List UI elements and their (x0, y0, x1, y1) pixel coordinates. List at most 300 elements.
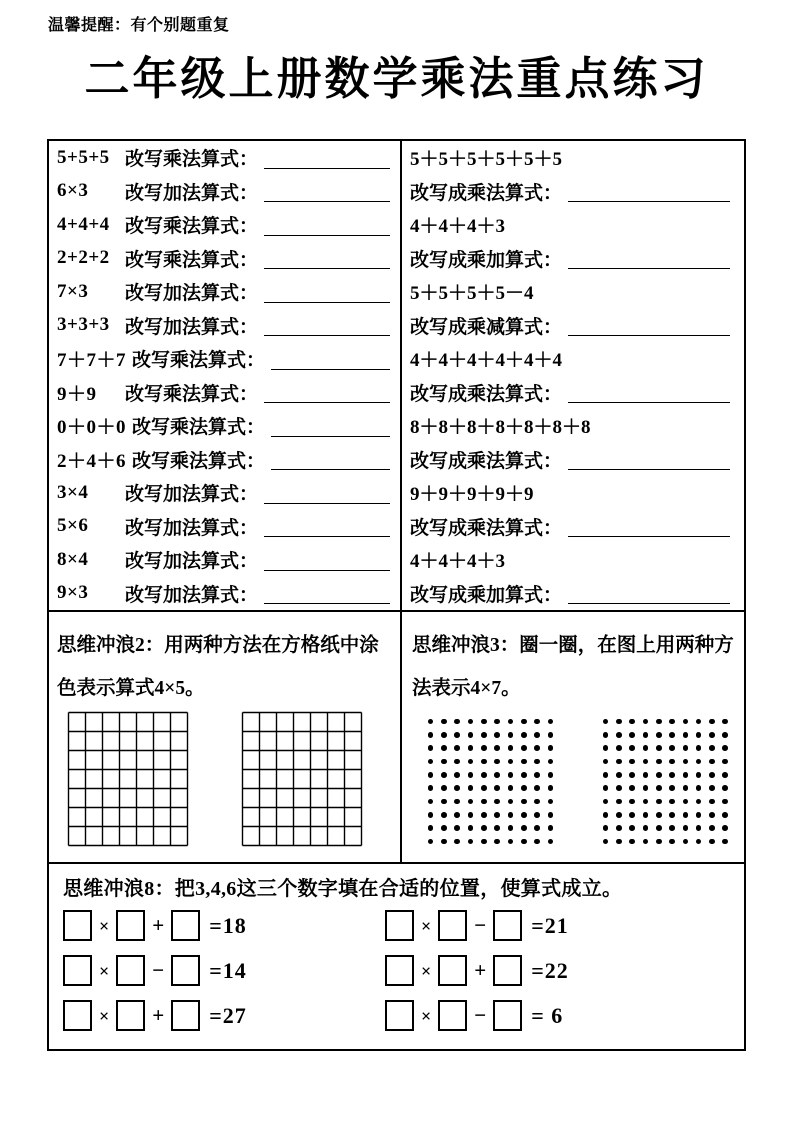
operator-symbol: − (474, 913, 487, 937)
answer-blank[interactable] (568, 448, 730, 470)
dot (669, 799, 675, 805)
exercise-row (410, 208, 734, 242)
dot (616, 772, 622, 778)
instruction-text: 改写加法算式： (125, 283, 259, 305)
dot (683, 785, 689, 791)
dot (643, 745, 649, 751)
thinking2-text-line2: 色表示算式4×5。 (57, 677, 205, 699)
instruction-text: 改写乘法算式： (125, 383, 259, 405)
dot (656, 719, 662, 725)
dot (656, 799, 662, 805)
equation-result: =14 (209, 957, 247, 983)
answer-box[interactable] (116, 1000, 145, 1031)
dot (534, 732, 540, 738)
dot (508, 825, 514, 831)
instruction-text: 改写乘法算式： (125, 216, 259, 238)
dot (454, 799, 460, 805)
dot (468, 732, 474, 738)
dot (709, 799, 715, 805)
multiply-symbol: × (421, 915, 432, 936)
answer-box[interactable] (63, 1000, 92, 1031)
thinking3-text-line2: 法表示4×7。 (412, 677, 521, 699)
expression-text: 6×3 (57, 180, 89, 202)
equation-result: = 6 (531, 1002, 564, 1028)
dot (441, 785, 447, 791)
instruction-text: 改写成乘法算式： (410, 383, 563, 405)
expression-text: 5+5+5 (57, 146, 110, 168)
dot (468, 745, 474, 751)
answer-blank[interactable] (271, 415, 390, 437)
page-title: 二年级上册数学乘法重点练习 (84, 54, 709, 104)
dot (616, 785, 622, 791)
multiply-symbol: × (421, 1005, 432, 1026)
dot (481, 745, 487, 751)
puzzle-equation (63, 955, 385, 986)
expression-text: 2＋4＋6 (57, 450, 127, 472)
dot (669, 759, 675, 765)
puzzle-equation (385, 1000, 734, 1031)
answer-blank[interactable] (264, 314, 390, 336)
dot (548, 732, 554, 738)
instruction-text: 改写成乘法算式： (410, 517, 563, 539)
exercise-row (57, 342, 394, 376)
thinking2-text-line1: 思维冲浪2：用两种方法在方格纸中涂 (57, 634, 379, 656)
dot (548, 772, 554, 778)
dot (643, 839, 649, 845)
dot (521, 785, 527, 791)
dot (722, 719, 728, 725)
answer-box[interactable] (385, 1000, 414, 1031)
dot (603, 812, 609, 818)
answer-box[interactable] (171, 1000, 200, 1031)
dot (441, 812, 447, 818)
dot (428, 812, 434, 818)
puzzle-section (49, 864, 744, 1049)
dot (616, 799, 622, 805)
answer-box[interactable] (63, 955, 92, 986)
exercise-row (410, 476, 734, 510)
dot (481, 772, 487, 778)
answer-box[interactable] (385, 910, 414, 941)
exercise-row (410, 309, 734, 343)
answer-blank[interactable] (568, 582, 730, 604)
exercise-row (410, 510, 734, 544)
dot (521, 825, 527, 831)
worksheet-table (47, 139, 746, 1051)
equation-result: =21 (531, 912, 569, 938)
equation-result: =18 (209, 912, 247, 938)
dot (428, 759, 434, 765)
dot (534, 759, 540, 765)
dot (629, 759, 635, 765)
puzzle-equation (63, 1000, 385, 1031)
puzzle-equation (385, 955, 734, 986)
instruction-text: 改写乘法算式： (125, 249, 259, 271)
dot (494, 839, 500, 845)
instruction-text: 改写加法算式： (125, 517, 259, 539)
equation-result: =27 (209, 1002, 247, 1028)
dot (722, 785, 728, 791)
dot (521, 812, 527, 818)
dot (722, 732, 728, 738)
puzzle-heading: 思维冲浪8：把3,4,6这三个数字填在合适的位置，使算式成立。 (63, 878, 623, 900)
dot (494, 785, 500, 791)
dot (494, 732, 500, 738)
dot (481, 812, 487, 818)
dot (629, 839, 635, 845)
dot (428, 785, 434, 791)
exercise-row (410, 242, 734, 276)
dot (629, 719, 635, 725)
dot (616, 719, 622, 725)
dot (683, 839, 689, 845)
dot (669, 785, 675, 791)
dot (696, 772, 702, 778)
dot (534, 812, 540, 818)
dot (696, 719, 702, 725)
dot (534, 839, 540, 845)
dot (454, 732, 460, 738)
dot (643, 812, 649, 818)
answer-blank[interactable] (264, 549, 390, 571)
dot (521, 732, 527, 738)
dot (521, 745, 527, 751)
instruction-text: 4＋4＋4＋3 (410, 551, 506, 573)
answer-blank[interactable] (264, 482, 390, 504)
dot (508, 772, 514, 778)
exercise-section (49, 141, 744, 612)
dot (629, 732, 635, 738)
dot (643, 759, 649, 765)
answer-box[interactable] (438, 910, 467, 941)
grid-lines (241, 711, 363, 847)
dot (643, 785, 649, 791)
dot (454, 812, 460, 818)
dot (683, 719, 689, 725)
dot (616, 839, 622, 845)
dot (494, 799, 500, 805)
dot (722, 825, 728, 831)
answer-box[interactable] (171, 910, 200, 941)
exercise-row (57, 409, 394, 443)
dot (521, 799, 527, 805)
dot (709, 745, 715, 751)
exercise-row (57, 175, 394, 209)
dot (521, 719, 527, 725)
expression-text: 5×6 (57, 515, 89, 537)
expression-text: 3+3+3 (57, 314, 110, 336)
exercise-row (57, 510, 394, 544)
exercise-row (57, 443, 394, 477)
dot (468, 812, 474, 818)
equation-result: =22 (531, 957, 569, 983)
dot (683, 732, 689, 738)
answer-box[interactable] (438, 1000, 467, 1031)
answer-blank[interactable] (264, 281, 390, 303)
dot (494, 745, 500, 751)
dot (603, 759, 609, 765)
dot (722, 812, 728, 818)
instruction-text: 改写加法算式： (125, 316, 259, 338)
expression-text: 9＋9 (57, 383, 97, 405)
dot (696, 785, 702, 791)
exercise-row (57, 543, 394, 577)
dot (534, 772, 540, 778)
dot (548, 799, 554, 805)
answer-blank[interactable] (264, 515, 390, 537)
dot (709, 719, 715, 725)
answer-blank[interactable] (264, 381, 390, 403)
answer-box[interactable] (385, 955, 414, 986)
instruction-text: 5＋5＋5＋5＋5＋5 (410, 149, 563, 171)
dot (548, 839, 554, 845)
dot (534, 785, 540, 791)
dot (468, 772, 474, 778)
dot (521, 759, 527, 765)
dot (548, 785, 554, 791)
dot-grid[interactable] (599, 715, 732, 848)
dot (441, 839, 447, 845)
puzzle-column-right (385, 910, 734, 1031)
puzzle-columns (63, 910, 734, 1031)
dot (709, 785, 715, 791)
dot (481, 759, 487, 765)
dot (603, 799, 609, 805)
dot (494, 719, 500, 725)
dot-grid[interactable] (424, 715, 557, 848)
answer-blank[interactable] (264, 180, 390, 202)
dot (481, 719, 487, 725)
exercise-row (410, 175, 734, 209)
dot (656, 745, 662, 751)
dot (454, 785, 460, 791)
dot (629, 745, 635, 751)
dot (722, 759, 728, 765)
thinking2-panel (49, 612, 402, 862)
instruction-text: 4＋4＋4＋3 (410, 216, 506, 238)
dot (629, 799, 635, 805)
dot (669, 745, 675, 751)
dot (454, 825, 460, 831)
dot (643, 732, 649, 738)
exercise-row (57, 376, 394, 410)
dot (696, 799, 702, 805)
dot (468, 719, 474, 725)
expression-text: 7×3 (57, 280, 89, 302)
exercise-row (57, 141, 394, 175)
exercise-row (410, 577, 734, 611)
dot (548, 759, 554, 765)
answer-blank[interactable] (264, 247, 390, 269)
exercise-column-right (402, 141, 744, 610)
dot (696, 839, 702, 845)
dot (481, 732, 487, 738)
answer-blank[interactable] (264, 214, 390, 236)
dot (508, 839, 514, 845)
dot (616, 825, 622, 831)
answer-blank[interactable] (568, 515, 730, 537)
expression-text: 4+4+4 (57, 213, 110, 235)
dot (669, 825, 675, 831)
dot (629, 772, 635, 778)
exercise-row (410, 342, 734, 376)
dot (441, 745, 447, 751)
dot (603, 825, 609, 831)
answer-box[interactable] (116, 910, 145, 941)
operator-symbol: + (152, 1003, 165, 1027)
dot (683, 825, 689, 831)
expression-text: 3×4 (57, 481, 89, 503)
dot (508, 759, 514, 765)
dot (454, 759, 460, 765)
dot (656, 732, 662, 738)
dot (616, 732, 622, 738)
dot (508, 785, 514, 791)
answer-box[interactable] (116, 955, 145, 986)
exercise-row (410, 409, 734, 443)
dot (709, 839, 715, 845)
dot (603, 732, 609, 738)
instruction-text: 改写成乘法算式： (410, 182, 563, 204)
instruction-text: 改写成乘减算式： (410, 316, 563, 338)
dot (722, 839, 728, 845)
answer-box[interactable] (438, 955, 467, 986)
dot (494, 812, 500, 818)
dot (709, 772, 715, 778)
multiply-symbol: × (99, 1005, 110, 1026)
exercise-row (410, 141, 734, 175)
operator-symbol: − (474, 1003, 487, 1027)
dot (441, 799, 447, 805)
dot (709, 732, 715, 738)
dot (481, 785, 487, 791)
answer-box[interactable] (171, 955, 200, 986)
dot (696, 759, 702, 765)
dot (521, 839, 527, 845)
dot (468, 825, 474, 831)
instruction-text: 8＋8＋8＋8＋8＋8＋8 (410, 417, 591, 439)
dot (616, 812, 622, 818)
dot (629, 785, 635, 791)
answer-box[interactable] (493, 910, 522, 941)
answer-box[interactable] (63, 910, 92, 941)
dot (696, 745, 702, 751)
answer-blank[interactable] (568, 180, 730, 202)
instruction-text: 9＋9＋9＋9＋9 (410, 484, 534, 506)
expression-text: 0＋0＋0 (57, 417, 127, 439)
answer-box[interactable] (493, 955, 522, 986)
dot (481, 839, 487, 845)
instruction-text: 改写成乘加算式： (410, 584, 563, 606)
dot (669, 812, 675, 818)
exercise-row (57, 577, 394, 611)
answer-blank[interactable] (568, 314, 730, 336)
dot (494, 759, 500, 765)
dot (669, 732, 675, 738)
answer-blank[interactable] (271, 448, 390, 470)
square-grid[interactable] (67, 711, 189, 852)
dot (683, 759, 689, 765)
exercise-row (57, 309, 394, 343)
expression-text: 8×4 (57, 548, 89, 570)
dot (656, 759, 662, 765)
dot (534, 825, 540, 831)
dot (722, 772, 728, 778)
dot (603, 785, 609, 791)
dot (468, 839, 474, 845)
dot (428, 719, 434, 725)
dot (643, 799, 649, 805)
exercise-row (57, 275, 394, 309)
instruction-text: 改写加法算式： (125, 182, 259, 204)
dot (481, 825, 487, 831)
answer-blank[interactable] (264, 147, 390, 169)
dot (696, 732, 702, 738)
dot (696, 825, 702, 831)
dot (709, 759, 715, 765)
dot (428, 745, 434, 751)
dot (643, 719, 649, 725)
dot (683, 772, 689, 778)
dot (468, 799, 474, 805)
dot (656, 825, 662, 831)
answer-blank[interactable] (568, 381, 730, 403)
operator-symbol: + (474, 958, 487, 982)
instruction-text: 改写乘法算式： (125, 149, 259, 171)
square-grid[interactable] (241, 711, 363, 852)
instruction-text: 改写加法算式： (125, 584, 259, 606)
dot (441, 825, 447, 831)
dot (722, 799, 728, 805)
dot (428, 732, 434, 738)
dot (669, 719, 675, 725)
dot (603, 772, 609, 778)
dot (669, 772, 675, 778)
dot (656, 772, 662, 778)
dot (508, 719, 514, 725)
answer-blank[interactable] (264, 582, 390, 604)
dot (683, 799, 689, 805)
instruction-text: 4＋4＋4＋4＋4＋4 (410, 350, 563, 372)
instruction-text: 改写乘法算式： (132, 417, 266, 439)
answer-blank[interactable] (271, 348, 390, 370)
instruction-text: 改写乘法算式： (132, 350, 266, 372)
puzzle-column-left (63, 910, 385, 1031)
dot (494, 825, 500, 831)
exercise-row (57, 476, 394, 510)
instruction-text: 改写加法算式： (125, 551, 259, 573)
dot (643, 772, 649, 778)
dot (603, 745, 609, 751)
answer-box[interactable] (493, 1000, 522, 1031)
thinking-section (49, 612, 744, 864)
instruction-text: 改写乘法算式： (132, 450, 266, 472)
operator-symbol: + (152, 913, 165, 937)
answer-blank[interactable] (568, 247, 730, 269)
dot (603, 839, 609, 845)
dot (454, 839, 460, 845)
dot (508, 812, 514, 818)
exercise-row (410, 376, 734, 410)
multiply-symbol: × (99, 915, 110, 936)
exercise-column-left (49, 141, 402, 610)
dot (454, 772, 460, 778)
dot (534, 719, 540, 725)
square-grids-row (67, 711, 394, 852)
dot (656, 785, 662, 791)
dot (548, 745, 554, 751)
dot (428, 799, 434, 805)
